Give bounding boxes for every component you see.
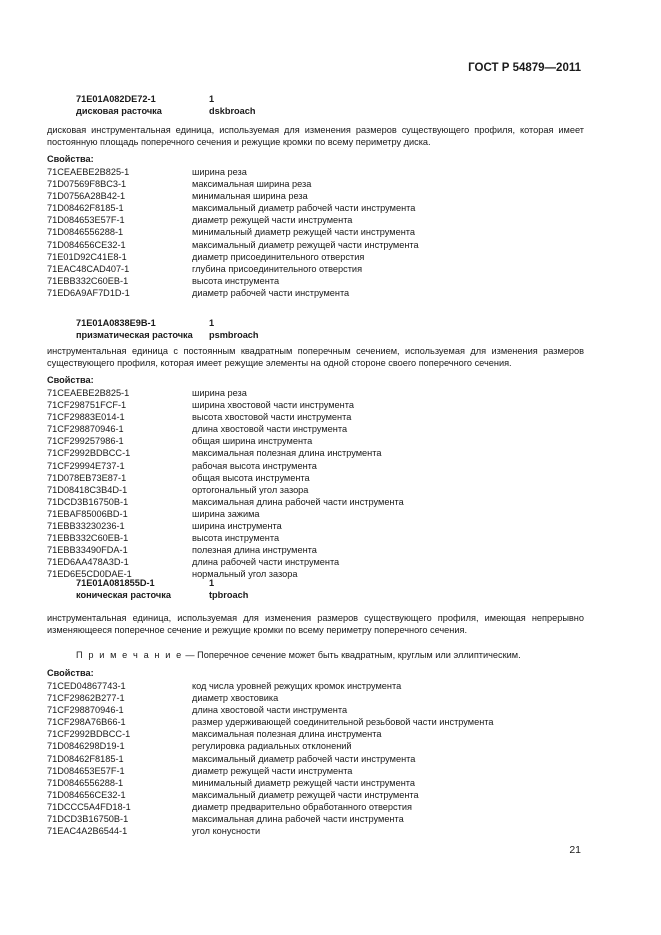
property-code: 71CF2992BDBCC-1 bbox=[47, 729, 131, 740]
property-description: код числа уровней режущих кромок инструмента bbox=[192, 681, 402, 691]
property-description: максимальный диаметр режущей части инструмента bbox=[192, 789, 419, 800]
entry-2-id: 71E01A0838E9B-1 bbox=[76, 318, 156, 328]
property-description: диаметр режущей части инструмента bbox=[192, 765, 353, 776]
property-row bbox=[47, 496, 404, 508]
property-row bbox=[47, 287, 419, 299]
property-code: 71ED6AA478A3D-1 bbox=[47, 557, 129, 568]
property-row bbox=[47, 813, 494, 825]
entry-3-note bbox=[76, 649, 521, 661]
property-code: 71CF29883E014-1 bbox=[47, 412, 125, 423]
entry-1-id: 71E01A082DE72-1 bbox=[76, 94, 156, 104]
property-description: длина рабочей части инструмента bbox=[192, 557, 340, 568]
note-label: П р и м е ч а н и е bbox=[76, 650, 183, 660]
entry-2-header bbox=[76, 317, 259, 341]
property-code: 71D08462F8185-1 bbox=[47, 753, 124, 764]
property-code: 71DCD3B16750B-1 bbox=[47, 814, 129, 825]
standard-header: ГОСТ Р 54879—2011 bbox=[468, 62, 581, 74]
property-code: 71EBB332C60EB-1 bbox=[47, 275, 129, 286]
property-row bbox=[47, 423, 404, 435]
entry-2-code: psmbroach bbox=[209, 330, 259, 340]
entry-1-name: дисковая расточка bbox=[76, 106, 162, 116]
property-row bbox=[47, 190, 419, 202]
property-row bbox=[47, 214, 419, 226]
property-description: минимальный диаметр режущей части инструмента bbox=[192, 777, 415, 788]
property-description: ортогональный угол зазора bbox=[192, 484, 309, 495]
property-row bbox=[47, 740, 494, 752]
property-row bbox=[47, 411, 404, 423]
property-description: минимальная ширина реза bbox=[192, 191, 308, 202]
entry-2-version: 1 bbox=[209, 318, 215, 328]
property-description: максимальная длина рабочей части инструмента bbox=[192, 496, 404, 507]
property-code: 71EAC48CAD407-1 bbox=[47, 263, 130, 274]
entry-1-header bbox=[76, 93, 255, 117]
property-code: 71D084656CE32-1 bbox=[47, 239, 126, 250]
property-code: 71D084656CE32-1 bbox=[47, 789, 126, 800]
property-description: длина хвостовой части инструмента bbox=[192, 705, 348, 716]
property-row bbox=[47, 202, 419, 214]
property-description: диаметр хвостовика bbox=[192, 693, 279, 704]
property-row bbox=[47, 753, 494, 765]
property-description: максимальный диаметр режущей части инструмента bbox=[192, 239, 419, 250]
property-row bbox=[47, 520, 404, 532]
entry-2-properties bbox=[47, 387, 404, 581]
property-row bbox=[47, 166, 419, 178]
property-code: 71CEAEBE2B825-1 bbox=[47, 388, 130, 398]
property-row bbox=[47, 484, 404, 496]
property-row bbox=[47, 789, 494, 801]
property-code: 71CF298A76B66-1 bbox=[47, 717, 126, 728]
property-row bbox=[47, 263, 419, 275]
property-code: 71CF299257986-1 bbox=[47, 436, 124, 447]
property-description: диаметр режущей части инструмента bbox=[192, 215, 353, 226]
property-code: 71CF2992BDBCC-1 bbox=[47, 448, 131, 459]
property-row bbox=[47, 765, 494, 777]
property-description: ширина инструмента bbox=[192, 521, 282, 532]
property-description: размер удерживающей соединительной резьбовой части инструмента bbox=[192, 717, 494, 728]
property-row bbox=[47, 399, 404, 411]
property-code: 71EBB332C60EB-1 bbox=[47, 533, 129, 544]
property-code: 71EBB33230236-1 bbox=[47, 521, 125, 532]
property-description: общая высота инструмента bbox=[192, 472, 310, 483]
property-row bbox=[47, 716, 494, 728]
property-description: ширина реза bbox=[192, 388, 247, 398]
property-row bbox=[47, 704, 494, 716]
property-code: 71CF298751FCF-1 bbox=[47, 400, 127, 411]
property-row bbox=[47, 226, 419, 238]
property-description: угол конусности bbox=[192, 826, 261, 837]
property-row bbox=[47, 239, 419, 251]
entry-1-code: dskbroach bbox=[209, 106, 256, 116]
entry-3-properties-label: Свойства: bbox=[47, 668, 94, 678]
entry-3-name: коническая расточка bbox=[76, 590, 171, 600]
property-code: 71D08462F8185-1 bbox=[47, 203, 124, 214]
property-code: 71D084653E57F-1 bbox=[47, 765, 125, 776]
property-code: 71DCD3B16750B-1 bbox=[47, 496, 129, 507]
property-description: диаметр рабочей части инструмента bbox=[192, 287, 350, 298]
entry-3-properties bbox=[47, 680, 494, 837]
property-description: длина хвостовой части инструмента bbox=[192, 424, 348, 435]
entry-3-header bbox=[76, 577, 248, 601]
property-row bbox=[47, 178, 419, 190]
property-code: 71D07569F8BC3-1 bbox=[47, 179, 127, 190]
property-description: регулировка радиальных отклонений bbox=[192, 741, 352, 752]
property-code: 71DCCC5A4FD18-1 bbox=[47, 801, 131, 812]
property-description: глубина присоединительного отверстия bbox=[192, 263, 363, 274]
property-code: 71D0846556288-1 bbox=[47, 777, 124, 788]
property-description: максимальная ширина реза bbox=[192, 179, 312, 190]
property-row bbox=[47, 472, 404, 484]
entry-2-name: призматическая расточка bbox=[76, 330, 193, 340]
property-row bbox=[47, 460, 404, 472]
property-code: 71EAC4A2B6544-1 bbox=[47, 826, 128, 837]
property-code: 71D08418C3B4D-1 bbox=[47, 484, 128, 495]
property-description: высота инструмента bbox=[192, 533, 280, 544]
property-row bbox=[47, 680, 494, 692]
entry-1-description: дисковая инструментальная единица, используемая для изменения размеров существующего профиля, которая имеет постоянную площадь поперечного сечения и режущие кромки по всему периметру диска. bbox=[47, 125, 584, 147]
property-row bbox=[47, 728, 494, 740]
property-row bbox=[47, 251, 419, 263]
property-code: 71E01D92C41E8-1 bbox=[47, 251, 127, 262]
property-description: ширина реза bbox=[192, 167, 247, 177]
property-code: 71CEAEBE2B825-1 bbox=[47, 167, 130, 177]
entry-3-id: 71E01A081855D-1 bbox=[76, 578, 155, 588]
property-code: 71D078EB73E87-1 bbox=[47, 472, 127, 483]
property-row bbox=[47, 801, 494, 813]
property-row bbox=[47, 435, 404, 447]
property-description: максимальный диаметр рабочей части инструмента bbox=[192, 753, 416, 764]
note-text: — Поперечное сечение может быть квадратным, круглым или эллиптическим. bbox=[182, 650, 521, 660]
property-description: максимальная полезная длина инструмента bbox=[192, 448, 382, 459]
property-description: минимальный диаметр режущей части инструмента bbox=[192, 227, 415, 238]
entry-2-description: инструментальная единица с постоянным квадратным поперечным сечением, используемая для изменения размеров существующего профиля, которая имеет режущие элементы на одной стороне своего поперечного сечения. bbox=[47, 346, 584, 368]
entry-3-version: 1 bbox=[209, 578, 215, 588]
property-row bbox=[47, 447, 404, 459]
property-description: максимальная полезная длина инструмента bbox=[192, 729, 382, 740]
property-description: высота инструмента bbox=[192, 275, 280, 286]
property-code: 71D0846298D19-1 bbox=[47, 741, 125, 752]
property-description: общая ширина инструмента bbox=[192, 436, 313, 447]
entry-3-code: tpbroach bbox=[209, 590, 249, 600]
entry-1-properties bbox=[47, 166, 419, 299]
property-row bbox=[47, 508, 404, 520]
property-code: 71CED04867743-1 bbox=[47, 681, 126, 691]
property-description: нормальный угол зазора bbox=[192, 569, 298, 580]
property-code: 71D084653E57F-1 bbox=[47, 215, 125, 226]
property-description: высота хвостовой части инструмента bbox=[192, 412, 352, 423]
property-description: рабочая высота инструмента bbox=[192, 460, 317, 471]
property-row bbox=[47, 275, 419, 287]
property-row bbox=[47, 387, 404, 399]
property-code: 71D0846556288-1 bbox=[47, 227, 124, 238]
property-description: максимальный диаметр рабочей части инструмента bbox=[192, 203, 416, 214]
property-description: максимальная длина рабочей части инструмента bbox=[192, 814, 404, 825]
property-row bbox=[47, 532, 404, 544]
property-row bbox=[47, 556, 404, 568]
property-description: диаметр присоединительного отверстия bbox=[192, 251, 365, 262]
property-code: 71CF29994E737-1 bbox=[47, 460, 125, 471]
property-code: 71D0756A28B42-1 bbox=[47, 191, 126, 202]
property-code: 71CF298870946-1 bbox=[47, 705, 124, 716]
page-number: 21 bbox=[569, 844, 581, 856]
property-description: ширина зажима bbox=[192, 508, 260, 519]
property-code: 71CF298870946-1 bbox=[47, 424, 124, 435]
property-code: 71EBB33490FDA-1 bbox=[47, 545, 128, 556]
property-description: полезная длина инструмента bbox=[192, 545, 317, 556]
entry-3-description: инструментальная единица, используемая для изменения размеров существующего профиля, имеющая непрерывно изменяющееся поперечное сечение и режущие кромки по всему периметру поперечного сечения. bbox=[47, 613, 584, 635]
property-code: 71CF29862B277-1 bbox=[47, 693, 125, 704]
property-description: диаметр предварительно обработанного отверстия bbox=[192, 801, 412, 812]
property-code: 71ED6E5CD0DAE-1 bbox=[47, 569, 132, 580]
entry-1-properties-label: Свойства: bbox=[47, 154, 94, 164]
property-code: 71EBAF85006BD-1 bbox=[47, 508, 128, 519]
entry-2-properties-label: Свойства: bbox=[47, 375, 94, 385]
property-row bbox=[47, 825, 494, 837]
property-row bbox=[47, 544, 404, 556]
entry-1-version: 1 bbox=[209, 94, 215, 104]
property-row bbox=[47, 692, 494, 704]
property-row bbox=[47, 777, 494, 789]
property-code: 71ED6A9AF7D1D-1 bbox=[47, 287, 130, 298]
property-description: ширина хвостовой части инструмента bbox=[192, 400, 354, 411]
